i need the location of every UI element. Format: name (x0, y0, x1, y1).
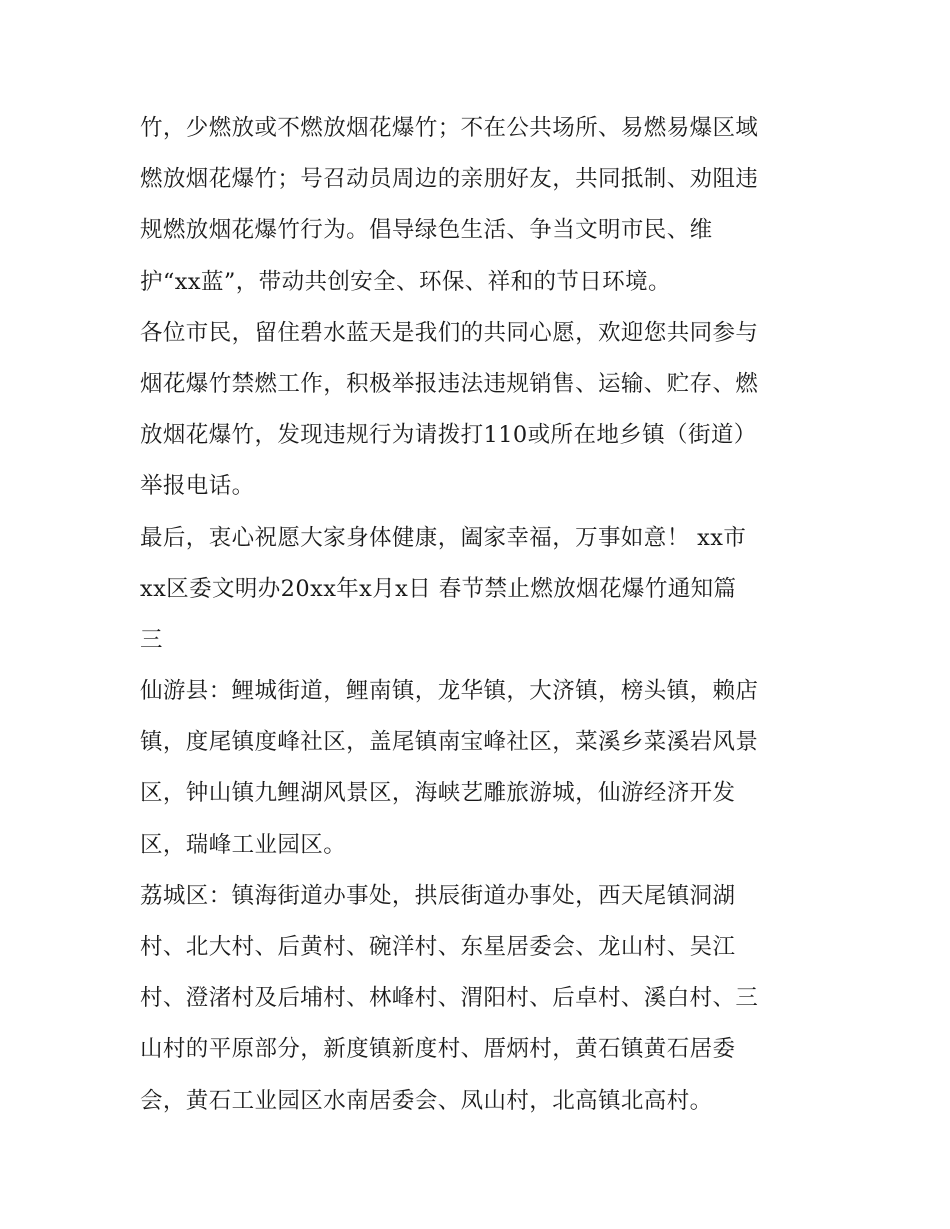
text-line: 仙游县：鲤城街道，鲤南镇，龙华镇，大济镇，榜头镇，赖店 (140, 678, 759, 705)
text-line: 村、北大村、后黄村、碗洋村、东星居委会、龙山村、吴江 (140, 934, 736, 960)
text-line: 竹，少燃放或不燃放烟花爆竹；不在公共场所、易燃易爆区域 (140, 115, 759, 141)
text-line: 会，黄石工业园区水南居委会、凤山村，北高镇北高村。 (140, 1087, 713, 1114)
text-line: 举报电话。 (140, 473, 255, 500)
text-line: 荔城区：镇海街道办事处，拱辰街道办事处，西天尾镇洞湖 (140, 882, 736, 909)
text-line: 护“xx蓝”，带动共创安全、环保、祥和的节日环境。 (140, 268, 671, 295)
text-line: 三 (140, 626, 163, 653)
body-text (140, 103, 820, 1127)
text-line: 规燃放烟花爆竹行为。倡导绿色生活、争当文明市民、维 (140, 217, 713, 244)
text-line: xx区委文明办20xx年x月x日 春节禁止燃放烟花爆竹通知篇 (140, 575, 737, 602)
text-line: 燃放烟花爆竹；号召动员周边的亲朋好友，共同抵制、劝阻违 (140, 166, 759, 193)
text-line: 区，钟山镇九鲤湖风景区，海峡艺雕旅游城，仙游经济开发 (140, 780, 736, 807)
text-line: 各位市民，留住碧水蓝天是我们的共同心愿，欢迎您共同参与 (140, 319, 759, 346)
text-line: 烟花爆竹禁燃工作，积极举报违法违规销售、运输、贮存、燃 (140, 370, 759, 397)
text-line: 镇，度尾镇度峰社区，盖尾镇南宝峰社区，菜溪乡菜溪岩风景 (140, 729, 759, 756)
text-line: 村、澄渚村及后埔村、林峰村、渭阳村、后卓村、溪白村、三 (140, 985, 759, 1012)
text-line: 最后，衷心祝愿大家身体健康，阖家幸福，万事如意！ xx市 (140, 524, 747, 551)
text-line: 区，瑞峰工业园区。 (140, 831, 347, 858)
text-line: 山村的平原部分，新度镇新度村、厝炳村，黄石镇黄石居委 (140, 1036, 736, 1063)
text-line: 放烟花爆竹，发现违规行为请拨打110或所在地乡镇（街道） (140, 422, 757, 449)
